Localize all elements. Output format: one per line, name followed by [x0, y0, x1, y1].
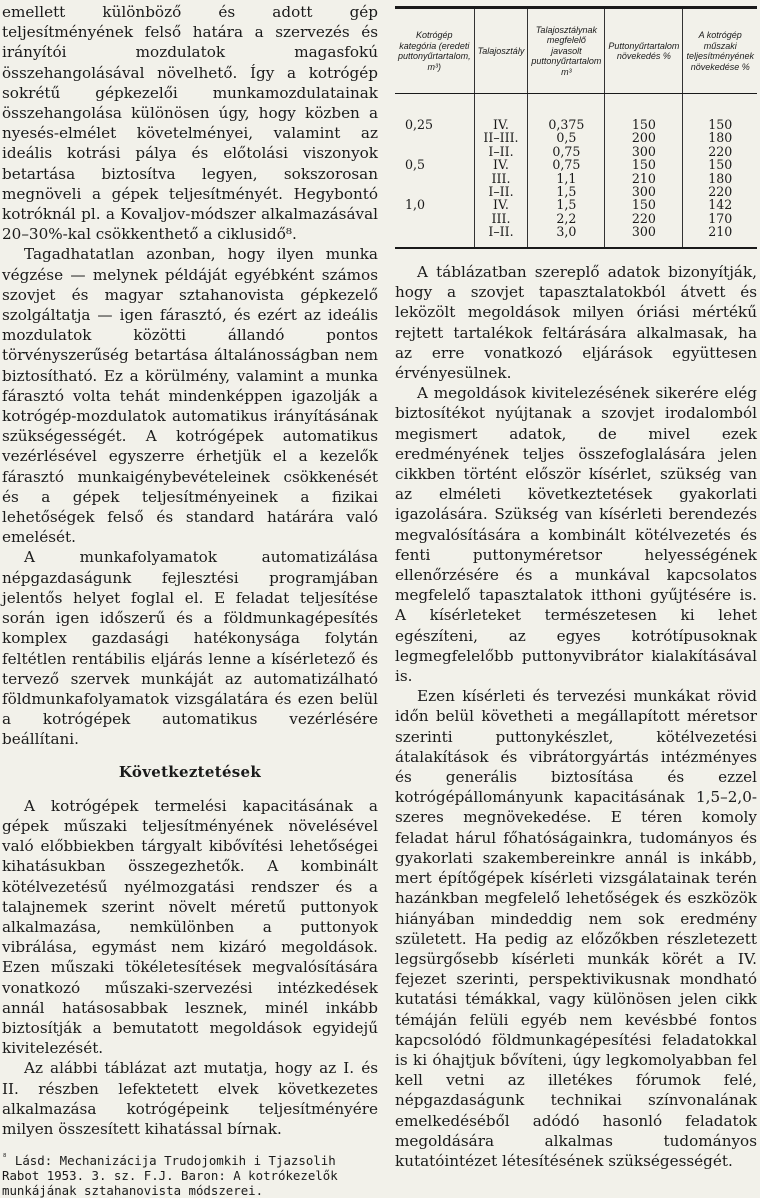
- table-cell: 300: [605, 145, 683, 158]
- right-paragraph-2: A megoldások kivitelezésének sikerére elég biztosítékot nyújtanak a szovjet irodalomból megismert adatok, de mivel ezek eredményének teljes összefoglalására jelen cikkben történt először kísérlet, szükség van az elméleti következtetések gyakorlati igazolására. Szükség van kísérleti berendezés megvalósítására a kombinált kötélvezetés és fenti puttonyméretsor helyességének ellenőrzésére és a munkával kapcsolatos megfelelő tapasztalatok itthoni gyűjtésére is. A kísérleteket természetesen ki lehet egészíteni, az egyes kotrótípusoknak legmegfelelőbb puttonyvibrátor kialakításával is.: [395, 384, 757, 686]
- table-cell: 0,375: [528, 94, 605, 132]
- table-cell: 180: [683, 172, 757, 185]
- table-cell: II–III.: [474, 131, 528, 144]
- table-row: [395, 158, 757, 171]
- data-table: [395, 6, 757, 249]
- table-cell: 0,75: [528, 145, 605, 158]
- table-cell: 170: [683, 212, 757, 225]
- table-cell: III.: [474, 212, 528, 225]
- table-row: [395, 172, 757, 185]
- right-paragraph-3: Ezen kísérleti és tervezési munkákat rövid időn belül követheti a megállapított méretsor szerinti puttonykészlet, kötélvezetési átalakítások és vibrátorgyártás intézményes és generális biztosítása és ezzel kotrógépállományunk kapacitásának 1,5–2,0-szeres megnövekedése. E téren komoly feladat hárul főhatóságainkra, tudományos és gyakorlati szakembereinkre annál is inkább, mert építőgépek kísérleti vizsgálatainak terén hazánkban megfelelő lehetőségek és eszközök hiányában mindeddig nem sok eredmény született. Ha pedig az előzőkben részletezett legsürgősebb kísérleti munkák körét a IV. fejezet szerinti, perspektivikusnak mondható kutatási témákkal, vagy különösen jelen cikk témáján felüli egyéb nem kevésbbé fontos kapcsolódó földmunkagépesítési feladatokkal is ki óhajtjuk bővíteni, úgy legkomolyabban fel kell vetni az illetékes fórumok felé, népgazdaságunk technikai színvonalának emelkedéséből adódó hasonló feladatok megoldására alkalmas tudományos kutatóintézet létesítésének szükségességét.: [395, 687, 757, 1170]
- table-cell: 220: [605, 212, 683, 225]
- table-cell: IV.: [474, 94, 528, 132]
- table-row: [395, 94, 757, 132]
- data-table-wrapper: [395, 6, 757, 249]
- table-row: [395, 145, 757, 158]
- table-cell: 1,0: [405, 197, 426, 213]
- table-cell: 150: [605, 94, 683, 132]
- table-row: [395, 131, 757, 144]
- body-paragraph-1: emellett különböző és adott gép teljesítményének felső határa a szervezés és irányítói mozdulatok magasfokú összehangolásával növelhető. Így a kotrógép sokrétű gépkezelői munkamozdulatainak összehangolása különösen úgy, hogy közben a nyesés-elmélet követelményei, valamint az ideális kotrási pálya és előtolási viszonyok betartása biztosítva legyen, sokszorosan megnöveli a gépek teljesítményét. Hegybontó kotróknál pl. a Kovaljov-módszer alkalmazásával 20–30%-kal csökkenthető a ciklusidő⁸.: [2, 3, 378, 244]
- table-cell: III.: [474, 172, 528, 185]
- table-row: [395, 225, 757, 247]
- table-cell: 150: [683, 158, 757, 171]
- right-column: [395, 262, 757, 1171]
- body-paragraph-3: A munkafolyamatok automatizálása népgazdaságunk fejlesztési programjában jelentős helyet foglal el. E feladat teljesítése során igen időszerű és a földmunkagépesítés komplex gazdasági hatékonysága folytán feltétlen rentábilis eljárás lenne a kísérletező és tervező szervek munkáját az automatizálható földmunkafolyamatok vizsgálatára és ezen belül a kotrógépek automatikus vezérlésére beállítani.: [2, 548, 378, 749]
- table-cell: 200: [605, 131, 683, 144]
- table-cell: 1,1: [528, 172, 605, 185]
- table-cell: 150: [683, 94, 757, 132]
- table-body: [395, 94, 757, 248]
- table-cell: [395, 212, 474, 225]
- table-header-row: [395, 8, 757, 94]
- footnote-marker: ⁸: [2, 1153, 8, 1164]
- body-paragraph-2: Tagadhatatlan azonban, hogy ilyen munka végzése — melynek példáját egyébként számos szovjet és magyar sztahanovista gépkezelő szolgáltatja — igen fárasztó, és ezért az ideális mozdulatok közötti állandó pontos törvényszerűség betartása általánosságban nem biztosítható. Ez a körülmény, valamint a munka fárasztó volta tehát mindenképpen igazolják a kotrógép-mozdulatok automatikus irányításának szükségességét. A kotrógépek automatikus vezérlésével egyszerre érhetjük el a kezelők fárasztó munkaigénybevételeinek csökkenését és a gépek teljesítményeinek a fizikai lehetőségek felső és standard határára való emelését.: [2, 245, 378, 547]
- left-column: [2, 2, 378, 1198]
- section-heading: Következtetések: [118, 762, 262, 781]
- table-row: [395, 198, 757, 211]
- table-cell: 150: [605, 158, 683, 171]
- table-cell: 210: [683, 225, 757, 247]
- footnote: [2, 1153, 378, 1198]
- table-cell: [395, 185, 474, 198]
- column-header-bucket-capacity: Talajosztálynak megfelelő javasolt puttonyűrtartalom m³: [528, 8, 605, 94]
- table-cell: I–II.: [474, 145, 528, 158]
- conclusion-paragraph-1: A kotrógépek termelési kapacitásának a gépek műszaki teljesítményének növelésével való előbbiekben tárgyalt kibővítési lehetőségei kihatásukban összegezhetők. A kombinált kötélvezetésű nyélmozgatási rendszer és a talajnemek szerint növelt méretű puttonyok alkalmazása, nemkülönben a puttonyok vibrálása, egymást nem kizáró megoldások. Ezen műszaki tökéletesítések megvalósítására vonatkozó műszaki-szervezési intézkedések annál hatásosabbak lesznek, minél inkább biztosítják a bemutatott megoldások egyidejű kivitelezését.: [2, 796, 378, 1058]
- table-row: [395, 212, 757, 225]
- footnote-text: Lásd: Mechanizácija Trudojomkih i Tjazsolih Rabot 1953. 3. sz. F.J. Baron: A kotrókezelők munkájának sztahanovista módszerei.: [2, 1153, 338, 1198]
- right-paragraph-1: A táblázatban szereplő adatok bizonyítják, hogy a szovjet tapasztalatokból átvett és leközölt megoldások milyen óriási mértékű rejtett tartalékok feltárására alkalmasak, ha az erre vonatkozó eljárások együttesen érvényesülnek.: [395, 263, 757, 383]
- column-header-excavator-category: Kotrógép kategória (eredeti puttonyűrtartalom, m³): [395, 8, 474, 94]
- table-cell: 0,5: [528, 131, 605, 144]
- table-cell: 150: [605, 198, 683, 211]
- table-cell: 210: [605, 172, 683, 185]
- table-cell: 3,0: [528, 225, 605, 247]
- table-cell: 142: [683, 198, 757, 211]
- table-cell: I–II.: [474, 225, 528, 247]
- table-cell: 0,5: [405, 157, 426, 173]
- table-cell: 0,75: [528, 158, 605, 171]
- conclusion-paragraph-2: Az alábbi táblázat azt mutatja, hogy az I. és II. részben lefektetett elvek következetes alkalmazása kotrógépeink teljesítményére milyen összesített kihatással bírnak.: [2, 1059, 378, 1138]
- table-cell: 1,5: [528, 198, 605, 211]
- table-row: [395, 185, 757, 198]
- table-cell: IV.: [474, 198, 528, 211]
- column-header-performance-increase: A kotrógép műszaki teljesítményének növekedése %: [683, 8, 757, 94]
- column-header-bucket-increase: Puttonyűrtartalom növekedés %: [605, 8, 683, 94]
- table-cell: [395, 145, 474, 158]
- column-header-soil-class: Talajosztály: [474, 8, 528, 94]
- table-cell: 180: [683, 131, 757, 144]
- table-cell: 300: [605, 225, 683, 247]
- table-cell: 300: [605, 185, 683, 198]
- table-cell: IV.: [474, 158, 528, 171]
- table-cell: [395, 225, 474, 247]
- table-cell: 220: [683, 185, 757, 198]
- table-cell: 0,25: [405, 117, 434, 132]
- table-cell: I–II.: [474, 185, 528, 198]
- table-cell: 220: [683, 145, 757, 158]
- table-cell: 1,5: [528, 185, 605, 198]
- table-cell: [395, 131, 474, 144]
- table-cell: [395, 172, 474, 185]
- table-cell: 2,2: [528, 212, 605, 225]
